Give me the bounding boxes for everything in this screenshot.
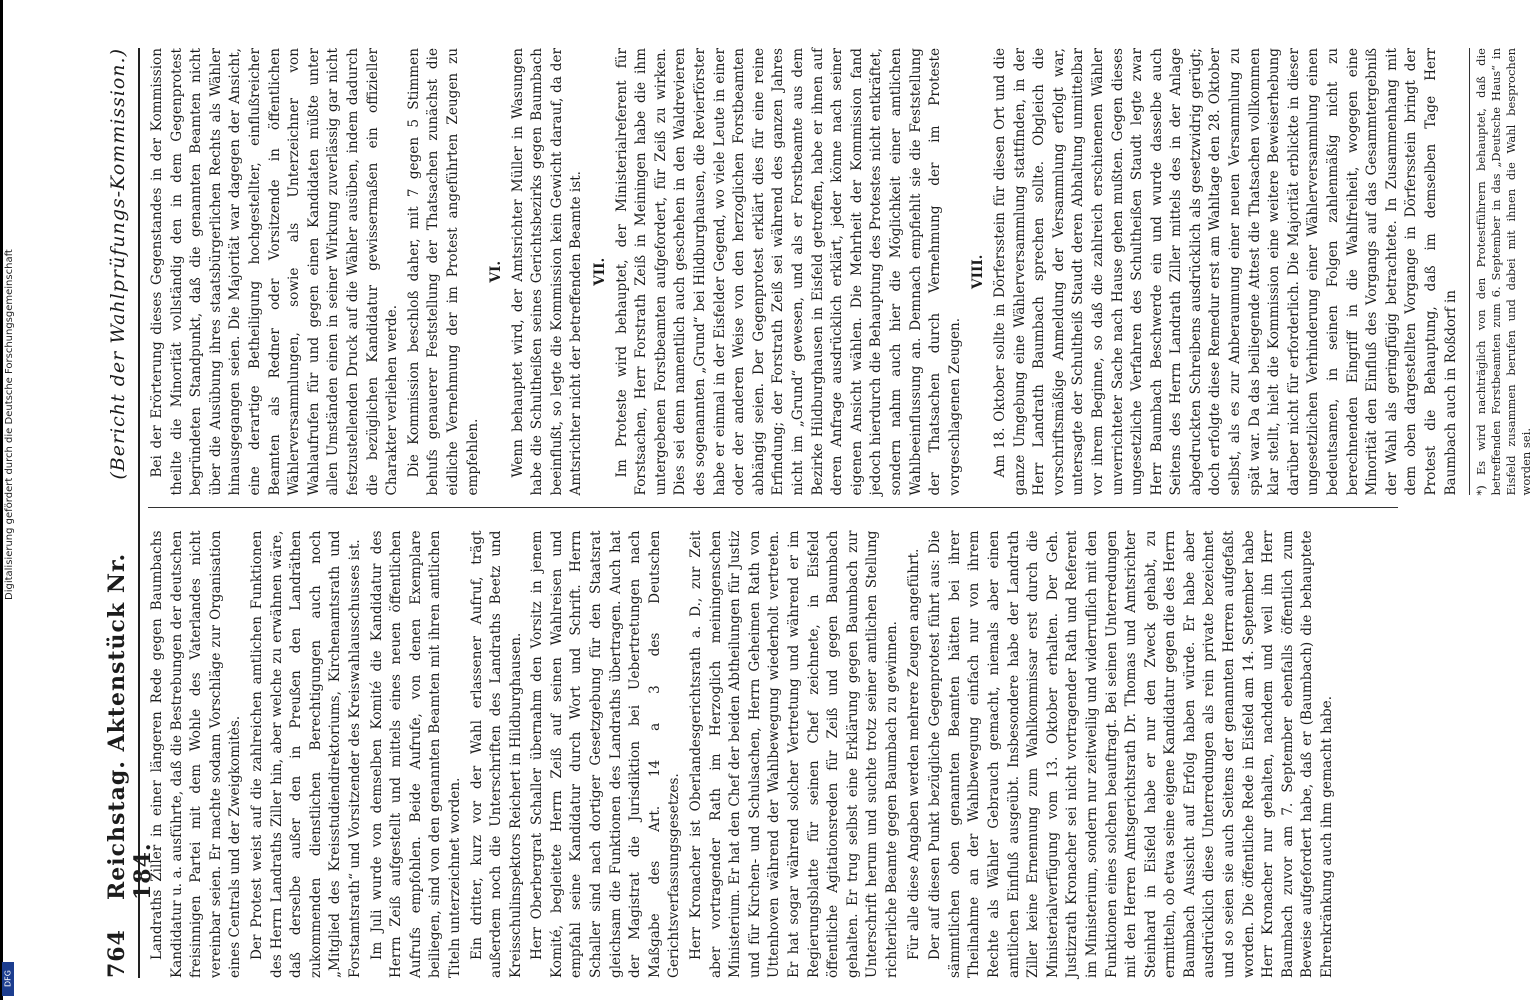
footnote: *) Es wird nachträglich von den Protestführern behauptet, daß die betreffenden Forstbeamten zum 6. September in das „Deutsche Haus“ in Eisfeld zusammen berufen und dabei mit ihnen die Wahl besprochen worden sei.: [1469, 48, 1534, 496]
paragraph: Am 18. Oktober sollte in Dörfersstein für diesen Ort und die ganze Umgebung eine Wählerversammlung stattfinden, in der Herr Landrath Baumbach sprechen sollte. Obgleich die vorschriftsmäßige Anmeldung der Versammlung erfolgt war, untersagte der Schultheiß Staudt deren Abhaltung unmittelbar vor ihrem Beginne, so daß die zahlreich erschienenen Wähler unverrichteter Sache nach Hause gehen mußten. Gegen dieses ungesetzliche Verfahren des Schultheißen Staudt legte zwar Herr Baumbach Beschwerde ein und wurde dasselbe auch Seitens des Herrn Landrath Ziller mittels des in der Anlage abgedruckten Schreibens ausdrücklich als gesetzwidrig gerügt; doch erfolgte diese Remedur erst am Wahltage den 28. Oktober selbst, als es zur Anberaumung einer neuen Versammlung zu spät war. Da das beiliegende Attest die Thatsachen vollkommen klar stellt, hielt die Kommission eine weitere Beweiserhebung darüber nicht für erforderlich. Die Majorität erblickte in dieser ungesetzlichen Verhinderung einer Wählerversammlung einen bedeutsamen, in seinen Folgen zahlenmäßig nicht zu berechnenden Eingriff in die Wahlfreiheit, wogegen eine Minorität den Einfluß des Vorgangs auf das Gesammtergebniß der Wahl als geringfügig betrachtete. In Zusammenhang mit dem oben dargestellten Vorgange in Dörfersstein bringt der Protest die Behauptung, daß im demselben Tage Herr Baumbach auch in Roßdorf in: [991, 48, 1459, 496]
two-column-body: [148, 48, 1534, 978]
page-content: [104, 48, 1534, 978]
paragraph: Herr Oberbergrat Schaller übernahm den Vorsitz in jenem Komité, begleitete Herrn Zeiß auf seinen Wahlreisen und empfahl seine Kandidatur durch Wort und Schrift. Herrn Schaller sind nach dortiger Gesetzgebung für den Staatsrat gleichsam die Funktionen des Landraths übertragen. Auch hat der Magistrat die Jurisdiktion bei Uebertretungen nach Maßgabe des Art. 14 a 3 des Deutschen Gerichtsverfassungsgesetzes.: [529, 530, 683, 978]
paragraph: Im Proteste wird behauptet, der Ministerialreferent für Forstsachen, Herr Forstrath Zeiß in Meiningen habe die ihm untergebenen Forstbeamten aufgefordert, für Zeiß zu wirken. Dies sei denn namentlich auch geschehen in den Waldrevieren des sogenannten „Grund“ bei Hildburghausen, die Revierförster habe er einmal in der Eisfelder Gegend, wo viele Leute in einer oder der anderen Weise von den herzoglichen Forstbeamten abhängig seien. Der Gegenprotest erklärt dies für eine reine Erfindung; der Forstrath Zeiß sei während des ganzen Jahres nicht im „Grund“ gewesen, und als er Forstbeamte aus dem Bezirke Hildburghausen in Eisfeld getroffen, habe er ihnen auf deren Anfrage ausdrücklich erklärt, jeder könne nach seiner eigenen Ansicht wählen. Die Mehrheit der Kommission fand jedoch hierdurch die Behauptung des Protestes nicht entkräftet, sondern nahm auch hier die Möglichkeit einer amtlichen Wahlbeeinflussung an. Demnach empfiehlt sie die Feststellung der Thatsachen durch Vernehmung der im Proteste vorgeschlagenen Zeugen.: [613, 48, 963, 496]
paragraph: Im Juli wurde von demselben Komité die Kandidatur des Herrn Zeiß aufgestellt und mittels eines neuen öffentlichen Aufrufs empfohlen. Beide Aufrufe, von denen Exemplare beiliegen, sind von den genannten Beamten mit ihren amtlichen Titeln unterzeichnet worden.: [368, 530, 463, 978]
paragraph: Ein dritter, kurz vor der Wahl erlassener Aufruf, trägt außerdem noch die Unterschriften des Landraths Beetz und Kreisschulinspektors Reichert in Hildburghausen.: [468, 530, 524, 978]
paragraph: Bei der Erörterung dieses Gegenstandes in der Kommission theilte die Minorität vollständig den in dem Gegenprotest begründeten Standpunkt, daß die genannten Beamten nicht über die Ausübung ihres staatsbürgerlichen Rechts als Wähler hinausgegangen seien. Die Majorität war dagegen der Ansicht, eine derartige Betheiligung hochgestellter, einflußreicher Beamten als Redner oder Vorsitzende in öffentlichen Wählerversammlungen, sowie als Unterzeichner von Wahlaufrufen für und gegen einen Kandidaten müßte unter allen Umständen einen in seiner Wirkung zuverlässig gar nicht festzustellenden Druck auf die Wähler ausüben, indem dadurch die bezüglichen Kandidatur gewissermaßen ein offizieller Charakter verliehen werde.: [149, 48, 401, 496]
paragraph: Herr Kronacher ist Oberlandesgerichtsrath a. D., zur Zeit aber vortragender Rath im Herzoglich meiningenschen Ministerium. Er hat den Chef der beiden Abtheilungen für Justiz und für Kirchen- und Schulsachen, Herrn Geheimen Rath von Uttenhoven während der Wahlbewegung wiederholt vertreten. Er hat sogar während solcher Vertretung und während er im Regierungsblatte für seinen Chef zeichnete, in Eisfeld öffentliche Agitationsreden für Zeiß und gegen Baumbach gehalten. Er trug selbst eine Erklärung gegen Baumbach zur Unterschrift herum und suchte trotz seiner amtlichen Stellung richterliche Beamte gegen Baumbach zu gewinnen.: [688, 530, 900, 978]
paragraph: Für alle diese Angaben werden mehrere Zeugen angeführt.: [905, 548, 922, 960]
page-header: [104, 48, 156, 978]
paragraph: Wenn behauptet wird, der Amtsrichter Müller in Wasungen habe die Schultheißen seines Gerichtsbezirks gegen Baumbach beeinflußt, so legte die Kommission kein Gewicht darauf, da der Amtsrichter nicht der betreffenden Beamte ist.: [509, 48, 585, 496]
digitization-credit: Digitalisierung gefördert durch die Deutsche Forschungsgemeinschaft: [4, 249, 15, 600]
section-heading: VI.: [488, 260, 505, 283]
paragraph: Landraths Ziller in einer längeren Rede gegen Baumbachs Kandidatur u. a. ausführte, daß die Bestrebungen der deutschen freisinnigen Partei mit dem Wohle des Vaterlandes nicht vereinbar seien. Er machte sodann Vorschläge zur Organisation eines Centrals und der Zweigkomitès.: [149, 530, 244, 978]
page-number: 764: [104, 929, 130, 978]
paragraph: Die Kommission beschloß daher, mit 7 gegen 5 Stimmen behufs genauerer Feststellung der Thatsachen zunächst die eidliche Vernehmung der im Protest angeführten Zeugen zu empfehlen.: [405, 48, 481, 496]
running-title: Reichstag. Aktenstück Nr. 184.: [104, 552, 156, 900]
section-heading: VII.: [592, 257, 609, 286]
section-heading: VIII.: [970, 254, 987, 289]
paragraph: Der auf diesen Punkt bezügliche Gegenprotest führt aus: Die sämmtlichen oben genannten Beamten hätten bei ihrer Theilnahme an der Wahlbewegung einfach nur von ihrem Rechte als Wähler Gebrauch gemacht, niemals aber einen amtlichen Einfluß ausgeübt. Insbesondere habe der Landrath Ziller keine Ernennung zum Wahlkommissar erst durch die Ministerialverfügung vom 13. Oktober erhalten. Der Geh. Justizrath Kronacher sei nicht vortragender Rath und Referent im Ministerium, sondern nur zeitweilig und widerruflich mit den Funktionen eines solchen beauftragt. Bei seinen Unterredungen mit den Herren Amtsgerichtsrath Dr. Thomas und Amtsrichter Steinhard in Eisfeld habe er nur den Zweck gehabt, zu ermitteln, ob etwa seine eigene Kandidatur gegen die des Herrn Baumbach Aussicht auf Erfolg haben würde. Er habe aber ausdrücklich diese Unterredungen als rein private bezeichnet und so seien sie auch Seitens der genannten Herren aufgefaßt worden. Die öffentliche Rede in Eisfeld am 14. September habe Herr Kronacher nur gehalten, nachdem und weil ihn Herr Baumbach zuvor am 7. September ebenfalls öffentlich zum Beweise aufgefordert habe, daß er (Baumbach) die behauptete Ehrenkränkung auch ihm gemacht habe.: [927, 530, 1336, 978]
paragraph: Der Protest weist auf die zahlreichen amtlichen Funktionen des Herrn Landraths Ziller hin, aber welche zu erwähnen wäre, daß derselbe außer den in Preußen den Landräthen zukommenden dienstlichen Berechtigungen auch noch „Mitglied des Kreisstudiendirektoriums, Kirchenamtsrath und Forstamtsrath“ und Vorsitzender des Kreiswahlausschusses ist.: [248, 530, 363, 978]
left-column: [148, 531, 1398, 979]
dfg-badge: DFG: [2, 962, 14, 996]
running-subtitle: (Bericht der Wahlprüfungs-Kommission.): [107, 48, 129, 480]
right-column: [148, 48, 1534, 509]
